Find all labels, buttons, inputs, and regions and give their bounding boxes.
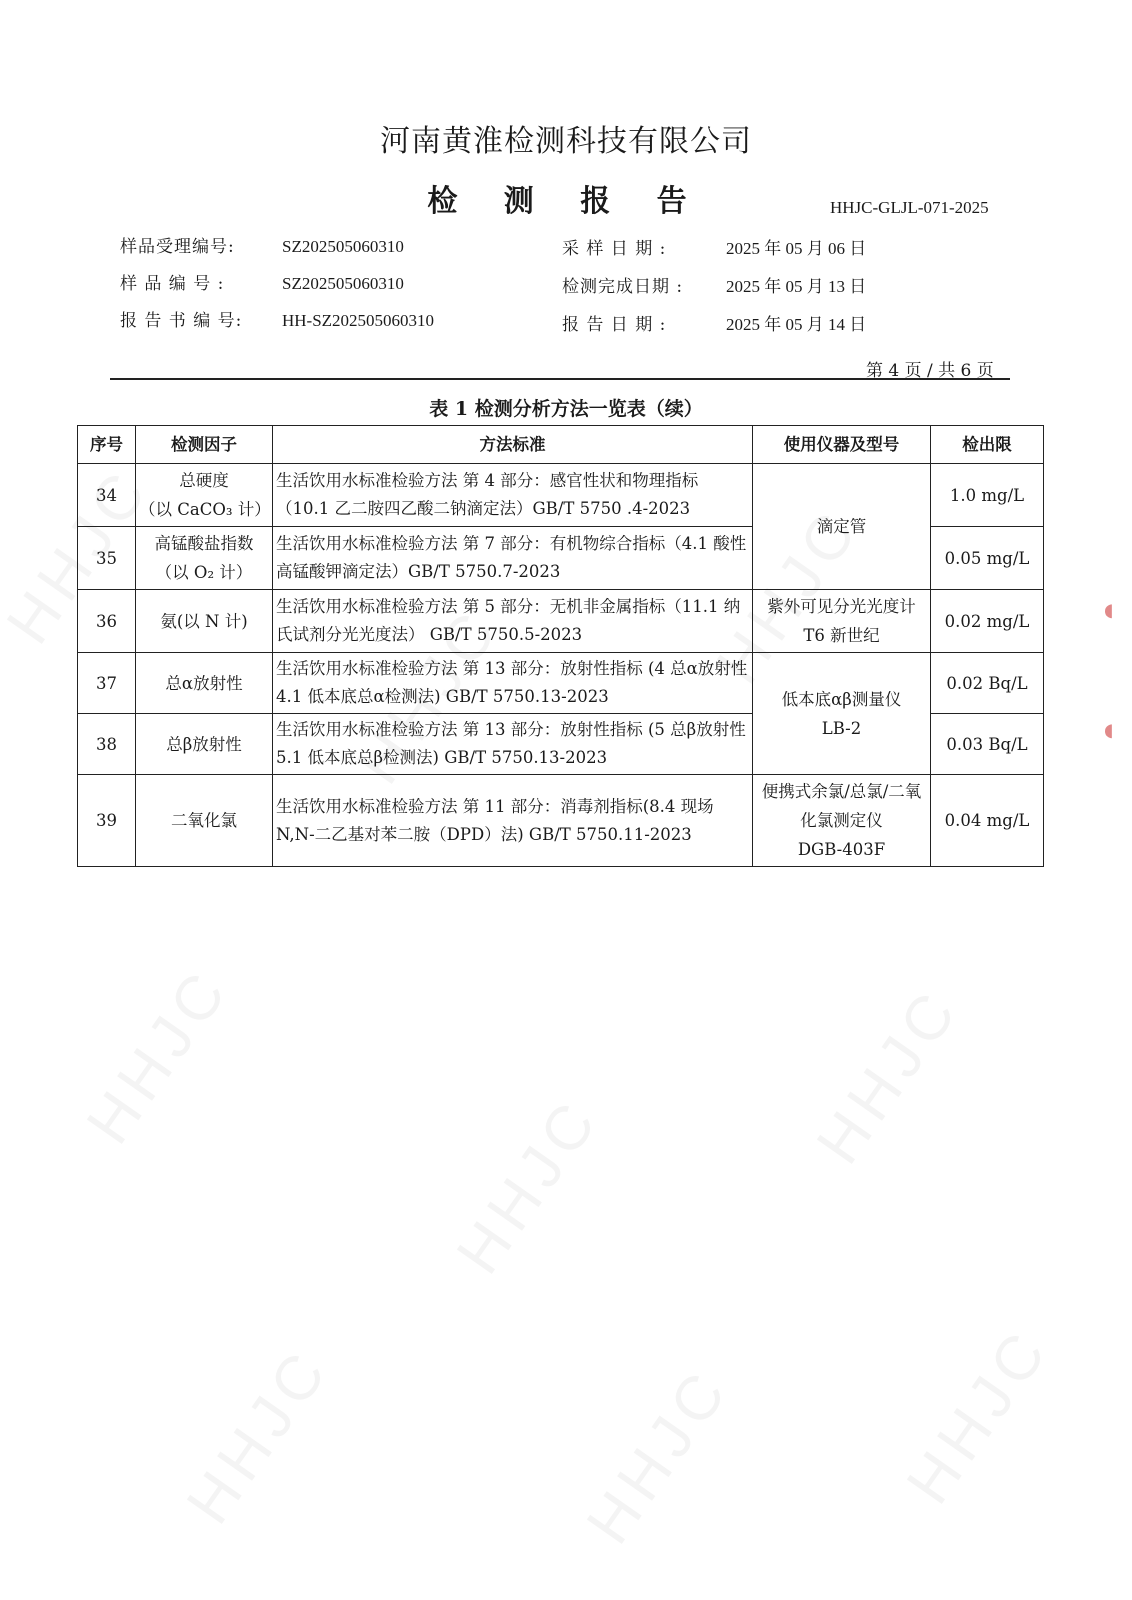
sample-number-label: 样 品 编 号 :: [120, 274, 225, 294]
watermark: [443, 1084, 614, 1286]
receipt-number-label: 样品受理编号:: [120, 237, 235, 257]
report-code: HHJC-GLJL-071-2025: [830, 198, 989, 217]
row-instrument: 滴定管: [753, 464, 931, 590]
row-method: 生活饮用水标准检验方法 第 7 部分：有机物综合指标（4.1 酸性高锰酸钾滴定法）GB/T 5750.7-2023: [273, 527, 753, 590]
row-limit: 0.03 Bq/L: [931, 714, 1044, 775]
sampling-date-label: 采 样 日 期 :: [562, 239, 667, 259]
row-limit: 0.02 Bq/L: [931, 653, 1044, 714]
sampling-date-value: 2025 年 05 月 06 日: [726, 239, 867, 258]
header-factor: 检测因子: [136, 426, 273, 464]
row-instrument: [753, 775, 931, 867]
report-number-label: 报 告 书 编 号:: [120, 311, 243, 331]
sample-number-value: SZ202505060310: [282, 274, 404, 293]
instrument-name: 低本底αβ测量仪: [781, 689, 902, 709]
row-factor: 二氧化氯: [136, 775, 273, 867]
row-factor: 总α放射性: [136, 653, 273, 714]
instrument-model: LB-2: [821, 718, 862, 738]
table-title: 表 1 检测分析方法一览表（续）: [429, 398, 703, 420]
header-instrument: 使用仪器及型号: [753, 426, 931, 464]
table-row: [78, 653, 1044, 714]
seal-stamp-edge: ◖: [1104, 720, 1114, 741]
row-instrument: [753, 653, 931, 775]
instrument-model: DGB-403F: [797, 840, 886, 859]
report-number: [120, 306, 434, 331]
report-date: [562, 310, 866, 335]
row-factor: [136, 464, 273, 527]
factor-name: 高锰酸盐指数: [154, 534, 254, 553]
report-date-label: 报 告 日 期 :: [562, 315, 667, 335]
row-no: 38: [78, 714, 136, 775]
header-limit: 检出限: [931, 426, 1044, 464]
row-no: 39: [78, 775, 136, 867]
row-limit: 1.0 mg/L: [931, 464, 1044, 527]
completion-date-value: 2025 年 05 月 13 日: [726, 277, 867, 296]
instrument-model: T6 新世纪: [803, 626, 880, 645]
row-no: 37: [78, 653, 136, 714]
row-factor: 总β放射性: [136, 714, 273, 775]
row-factor: [136, 527, 273, 590]
table-row: [78, 464, 1044, 527]
watermark: [73, 954, 244, 1156]
row-method: 生活饮用水标准检验方法 第 4 部分：感官性状和物理指标（10.1 乙二胺四乙酸二钠滴定法）GB/T 5750 .4-2023: [273, 464, 753, 527]
row-method: 生活饮用水标准检验方法 第 5 部分：无机非金属指标（11.1 纳氏试剂分光光度法） GB/T 5750.5-2023: [273, 590, 753, 653]
row-no: 36: [78, 590, 136, 653]
table-header-row: [78, 426, 1044, 464]
report-number-value: HH-SZ202505060310: [282, 311, 435, 330]
watermark: [803, 974, 974, 1176]
row-limit: 0.04 mg/L: [931, 775, 1044, 867]
factor-sub: （以 CaCO₃ 计）: [139, 500, 271, 519]
completion-date: [562, 272, 866, 297]
report-title: 检 测 报 告: [427, 184, 705, 219]
watermark: [173, 1334, 344, 1536]
methods-table: [77, 425, 1044, 867]
row-no: 35: [78, 527, 136, 590]
instrument-name: 便携式余氯/总氯/二氧化氯测定仪: [761, 782, 922, 830]
report-date-value: 2025 年 05 月 14 日: [726, 315, 867, 334]
factor-name: 总硬度: [179, 471, 229, 490]
receipt-number-value: SZ202505060310: [282, 237, 404, 256]
header-method: 方法标准: [273, 426, 753, 464]
table-row: [78, 775, 1044, 867]
company-name: 河南黄淮检测科技有限公司: [380, 124, 752, 159]
row-method: 生活饮用水标准检验方法 第 13 部分：放射性指标 (4 总α放射性 4.1 低本底总α检测法) GB/T 5750.13-2023: [273, 653, 753, 714]
seal-stamp-edge: ◖: [1104, 600, 1114, 621]
sampling-date: [562, 234, 866, 259]
header-divider: [110, 378, 1010, 380]
row-factor: 氨(以 N 计): [136, 590, 273, 653]
completion-date-label: 检测完成日期 :: [562, 277, 684, 297]
watermark: [893, 1314, 1064, 1516]
page-number: 第 4 页 / 共 6 页: [866, 361, 994, 381]
table-row: [78, 590, 1044, 653]
watermark: [573, 1354, 744, 1556]
receipt-number: [120, 232, 404, 257]
sample-number: [120, 269, 404, 294]
factor-sub: （以 O₂ 计）: [155, 563, 253, 582]
row-limit: 0.02 mg/L: [931, 590, 1044, 653]
row-limit: 0.05 mg/L: [931, 527, 1044, 590]
instrument-name: 紫外可见分光光度计: [767, 597, 916, 616]
row-method: 生活饮用水标准检验方法 第 13 部分：放射性指标 (5 总β放射性 5.1 低本底总β检测法) GB/T 5750.13-2023: [273, 714, 753, 775]
row-instrument: [753, 590, 931, 653]
row-method: 生活饮用水标准检验方法 第 11 部分：消毒剂指标(8.4 现场 N,N-二乙基对苯二胺（DPD）法) GB/T 5750.11-2023: [273, 775, 753, 867]
header-no: 序号: [78, 426, 136, 464]
row-no: 34: [78, 464, 136, 527]
